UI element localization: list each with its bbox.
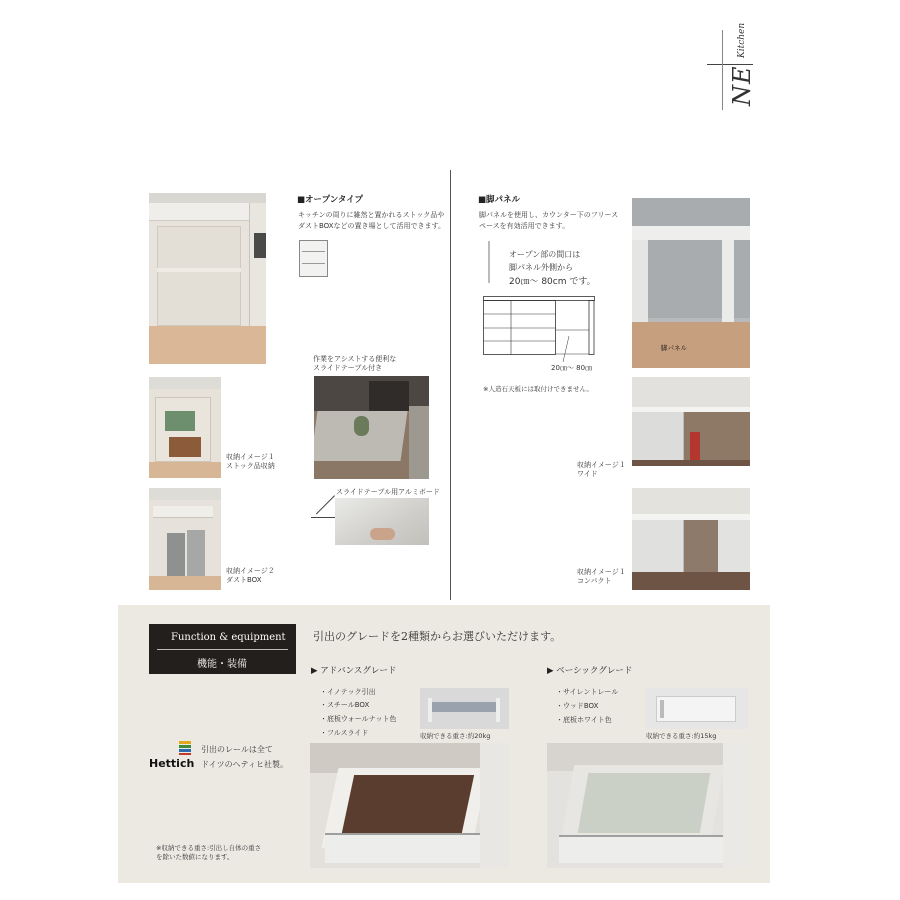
storage-2-line1: 収納イメージ２ — [226, 567, 275, 575]
brand-subtitle: Kitchen — [737, 22, 747, 58]
leg-panel-desc-2: ペースを有効活用できます。 — [479, 222, 570, 230]
function-title-ja: 機能・装備 — [197, 659, 247, 670]
function-title-en: Function & equipment — [171, 632, 286, 643]
slide-board-photo — [335, 498, 429, 545]
storage-dust-photo — [149, 488, 221, 590]
advance-feature-4: ・フルスライド — [320, 729, 369, 737]
basic-feature-1: ・サイレントレール — [556, 688, 619, 696]
advance-title: ▶ アドバンスグレード — [311, 666, 397, 676]
brand-divider — [707, 64, 753, 65]
opening-bar — [488, 241, 490, 283]
hettich-text-2: ドイツのヘティヒ社製。 — [201, 760, 288, 769]
open-type-desc-2: ダストBOXなどの置き場として活用できます。 — [298, 222, 445, 230]
advance-capacity: 収納できる重さ:約20kg — [420, 732, 491, 740]
dim-label: 20㎝～ 80㎝ — [551, 364, 593, 372]
brand-logo — [722, 60, 754, 110]
storage-wide-photo — [632, 377, 750, 466]
storage-1-line1: 収納イメージ１ — [226, 453, 275, 461]
basic-capacity: 収納できる重さ:約15kg — [646, 732, 717, 740]
storage-compact-line1: 収納イメージ１ — [577, 568, 626, 576]
storage-wide-line1: 収納イメージ１ — [577, 461, 626, 469]
brand-logo-text: NE — [728, 65, 756, 106]
leg-panel-desc-1: 脚パネルを使用し、カウンター下のフリース — [479, 211, 619, 219]
storage-wide-line2: ワイド — [577, 470, 598, 478]
slide-board-leader — [316, 495, 335, 514]
opening-text-1: オープン部の間口は — [509, 250, 581, 259]
advance-rail-photo — [420, 688, 509, 729]
leg-panel-photo-label: 脚パネル — [661, 344, 687, 352]
leg-panel-photo — [632, 198, 750, 368]
cabinet-icon — [299, 240, 328, 277]
slide-note-2: スライドテーブル付き — [313, 364, 383, 372]
slide-board-leader-2 — [311, 517, 336, 518]
open-type-heading: ■オープンタイプ — [297, 195, 364, 205]
storage-1-line2: ストック品収納 — [226, 462, 275, 470]
slide-note-1: 作業をアシストする便利な — [313, 355, 397, 363]
basic-rail-photo — [646, 688, 748, 729]
basic-drawer-photo — [547, 743, 748, 868]
leg-panel-diagram — [483, 296, 599, 372]
leg-panel-note: ※人造石天板には取付けできません。 — [483, 385, 593, 393]
storage-compact-line2: コンパクト — [577, 577, 612, 585]
leg-panel-heading: ■脚パネル — [478, 195, 521, 205]
opening-text-3: 20㎝～ 80cm です。 — [509, 277, 596, 287]
basic-feature-3: ・底板ホワイト色 — [556, 716, 612, 724]
storage-stock-photo — [149, 377, 221, 478]
opening-text-2: 脚パネル外側から — [509, 263, 573, 272]
advance-feature-2: ・スチールBOX — [320, 701, 370, 709]
function-title-rule — [157, 649, 288, 650]
brand-divider-vertical — [722, 30, 723, 110]
storage-2-line2: ダストBOX — [226, 576, 262, 584]
hettich-logo — [149, 741, 195, 773]
footnote-1: ※収納できる重さ:引出し自体の重さ — [156, 844, 262, 852]
slide-table-photo — [314, 376, 429, 479]
advance-drawer-photo — [310, 743, 509, 868]
function-lead: 引出のグレードを2種類からお選びいただけます。 — [313, 630, 562, 643]
open-type-photo — [149, 193, 266, 364]
hettich-logo-text: Hettich — [149, 757, 195, 770]
storage-compact-photo — [632, 488, 750, 590]
hettich-text-1: 引出のレールは全て — [201, 745, 273, 754]
basic-feature-2: ・ウッドBOX — [556, 702, 599, 710]
section-divider — [450, 170, 451, 600]
slide-board-label: スライドテーブル用アルミボード — [336, 488, 440, 496]
advance-feature-3: ・底板ウォールナット色 — [320, 715, 397, 723]
footnote-2: を除いた数値になります。 — [156, 853, 234, 861]
advance-feature-1: ・イノテック引出 — [320, 688, 376, 696]
open-type-desc-1: キッチンの周りに雑然と置かれるストック品や — [298, 211, 445, 219]
basic-title: ▶ ベーシックグレード — [547, 666, 633, 676]
hettich-stripe-icon — [179, 741, 191, 755]
function-title-box — [149, 624, 296, 674]
